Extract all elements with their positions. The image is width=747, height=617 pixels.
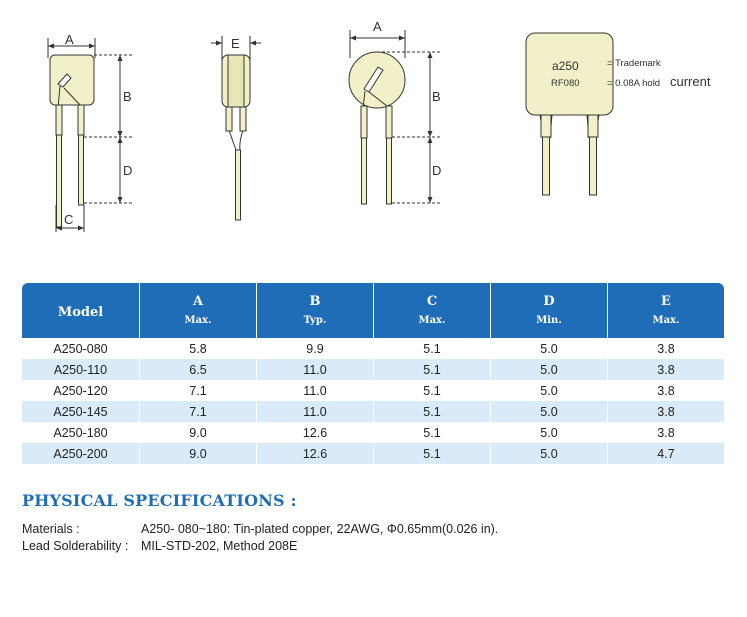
dim-d-label-2: D xyxy=(432,163,442,178)
cell-model: A250-145 xyxy=(22,401,139,422)
col-header-c xyxy=(373,283,490,338)
cell-c: 5.1 xyxy=(373,338,490,359)
cell-b: 12.6 xyxy=(256,422,373,443)
solderability-value: MIL-STD-202, Method 208E xyxy=(141,539,298,553)
cell-model: A250-080 xyxy=(22,338,139,359)
cell-d: 5.0 xyxy=(490,401,607,422)
cell-a: 5.8 xyxy=(139,338,256,359)
cell-a: 7.1 xyxy=(139,401,256,422)
cell-e: 3.8 xyxy=(607,401,724,422)
table-row xyxy=(22,359,724,380)
cell-e: 3.8 xyxy=(607,422,724,443)
dim-a-label-2: A xyxy=(373,19,382,34)
cell-d: 5.0 xyxy=(490,338,607,359)
col-header-d xyxy=(490,283,607,338)
dimension-diagrams xyxy=(0,0,747,250)
table-row xyxy=(22,401,724,422)
solderability-row xyxy=(22,539,297,553)
col-header-e xyxy=(607,283,724,338)
cell-b: 9.9 xyxy=(256,338,373,359)
marking-diagram xyxy=(526,33,613,195)
cell-b: 12.6 xyxy=(256,443,373,464)
cell-d: 5.0 xyxy=(490,422,607,443)
cell-model: A250-200 xyxy=(22,443,139,464)
col-header-model xyxy=(22,283,139,338)
cell-e: 3.8 xyxy=(607,338,724,359)
cell-model: A250-120 xyxy=(22,380,139,401)
front-view-round-diagram xyxy=(349,30,442,204)
col-header-sublabel: Min. xyxy=(536,314,562,326)
cell-a: 7.1 xyxy=(139,380,256,401)
cell-e: 4.7 xyxy=(607,443,724,464)
col-header-a xyxy=(139,283,256,338)
cell-c: 5.1 xyxy=(373,380,490,401)
cell-b: 11.0 xyxy=(256,359,373,380)
col-header-sublabel: Max. xyxy=(418,314,446,326)
dim-d-label-1: D xyxy=(123,163,133,178)
current-note: current xyxy=(670,74,711,89)
cell-b: 11.0 xyxy=(256,401,373,422)
table-header-row xyxy=(22,283,724,338)
col-header-label: C xyxy=(426,293,438,309)
dim-b-label-2: B xyxy=(432,89,441,104)
materials-label: Materials : xyxy=(22,522,80,536)
cell-c: 5.1 xyxy=(373,443,490,464)
cell-a: 9.0 xyxy=(139,443,256,464)
cell-d: 5.0 xyxy=(490,443,607,464)
dim-a-label-1: A xyxy=(65,32,74,47)
col-header-label: B xyxy=(309,293,321,309)
cell-c: 5.1 xyxy=(373,359,490,380)
materials-row xyxy=(22,522,498,536)
part-code-text: a250 xyxy=(552,59,579,73)
rating-code-text: RF080 xyxy=(551,78,580,89)
col-header-label: A xyxy=(192,293,204,309)
cell-e: 3.8 xyxy=(607,359,724,380)
solderability-label: Lead Solderability : xyxy=(22,539,129,553)
materials-value: A250- 080~180: Tin-plated copper, 22AWG, Φ0.65mm(0.026 in). xyxy=(141,522,499,536)
col-header-sublabel: Max. xyxy=(652,314,680,326)
table-row xyxy=(22,338,724,359)
cell-c: 5.1 xyxy=(373,401,490,422)
physical-specs-heading: PHYSICAL SPECIFICATIONS : xyxy=(22,491,297,510)
front-view-square-diagram xyxy=(48,38,132,232)
trademark-note: = Trademark xyxy=(607,58,661,69)
cell-b: 11.0 xyxy=(256,380,373,401)
table-row xyxy=(22,380,724,401)
col-header-label: Model xyxy=(57,305,104,320)
cell-model: A250-180 xyxy=(22,422,139,443)
dim-b-label-1: B xyxy=(123,89,132,104)
cell-a: 9.0 xyxy=(139,422,256,443)
dim-e-label: E xyxy=(231,36,240,51)
col-header-label: D xyxy=(543,293,555,309)
cell-d: 5.0 xyxy=(490,380,607,401)
cell-d: 5.0 xyxy=(490,359,607,380)
side-view-diagram xyxy=(211,36,261,220)
col-header-label: E xyxy=(661,293,671,309)
col-header-sublabel: Typ. xyxy=(303,314,327,326)
cell-model: A250-110 xyxy=(22,359,139,380)
table-row xyxy=(22,422,724,443)
table-row xyxy=(22,443,724,464)
cell-a: 6.5 xyxy=(139,359,256,380)
dim-c-label-1: C xyxy=(64,212,74,227)
hold-current-note: = 0.08A hold xyxy=(607,78,661,89)
col-header-sublabel: Max. xyxy=(184,314,212,326)
dimensions-table xyxy=(22,283,724,464)
col-header-b xyxy=(256,283,373,338)
cell-e: 3.8 xyxy=(607,380,724,401)
cell-c: 5.1 xyxy=(373,422,490,443)
